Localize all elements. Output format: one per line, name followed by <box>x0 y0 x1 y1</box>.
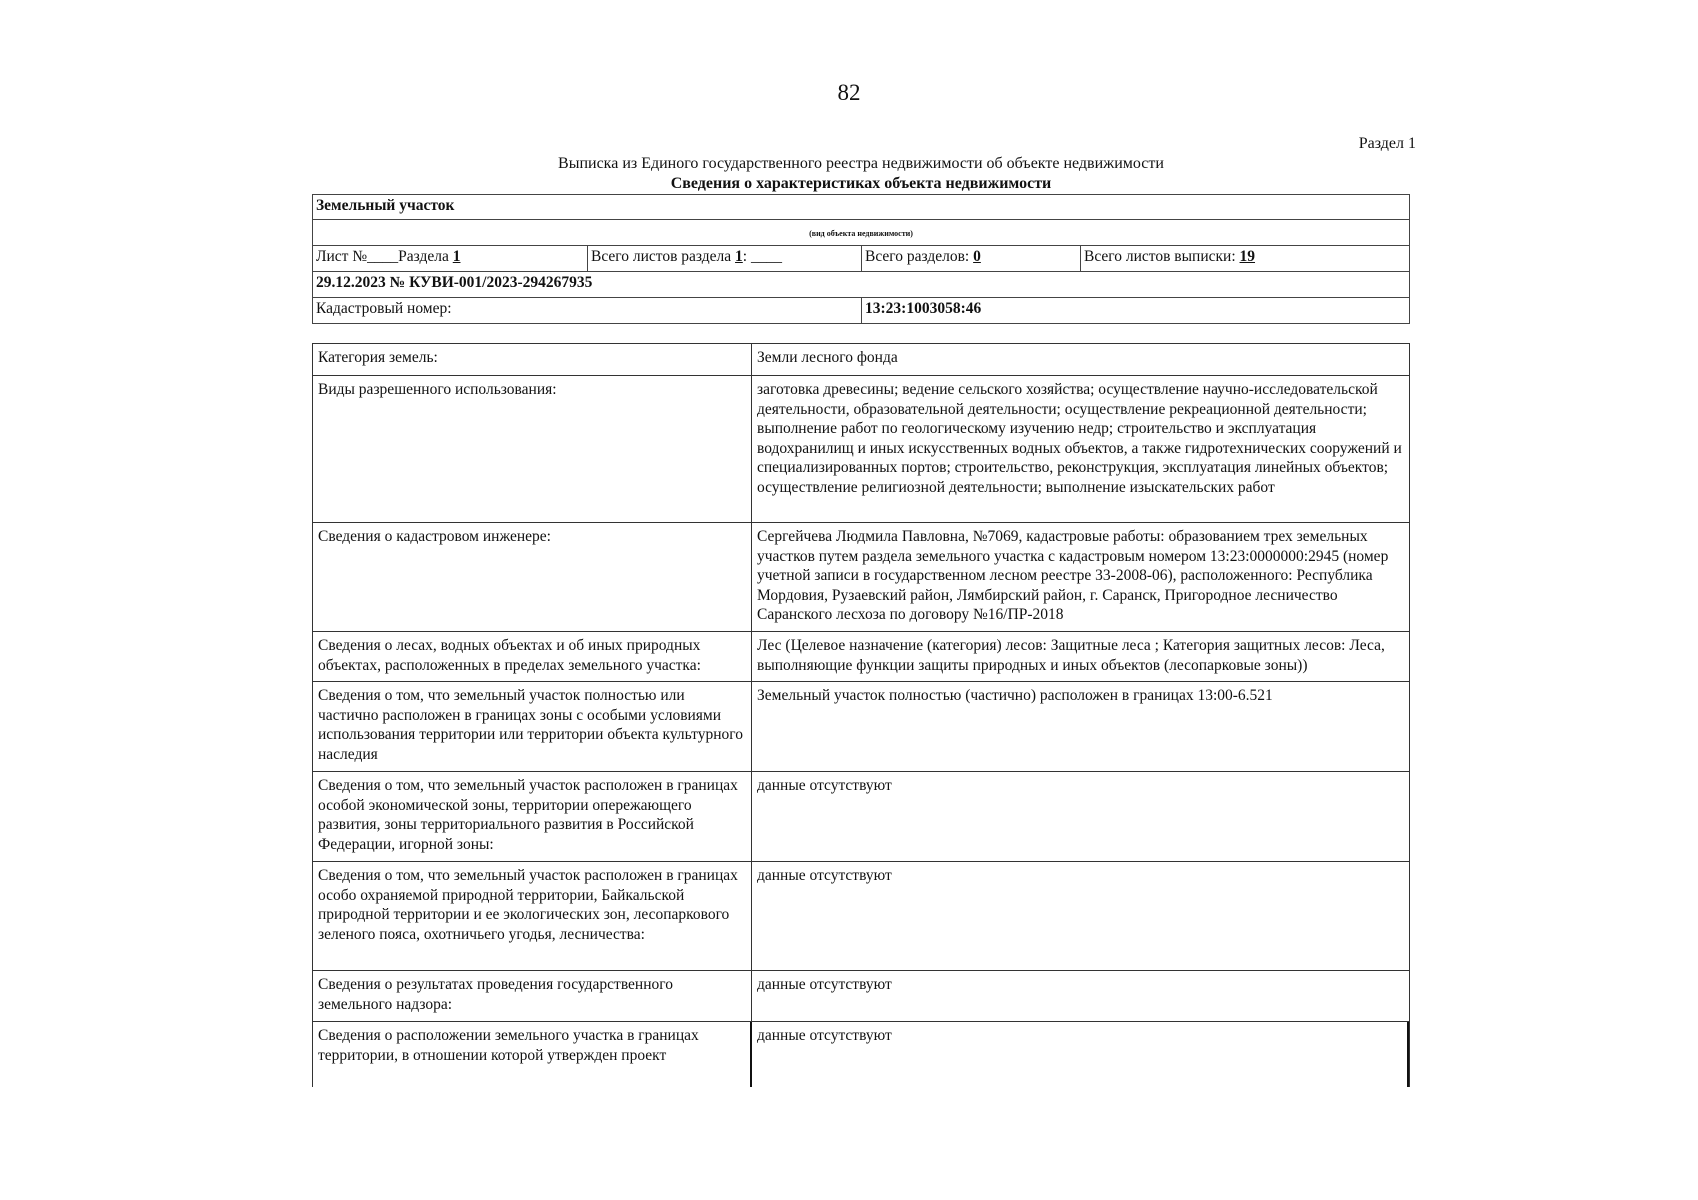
total-sheets-section-cell <box>587 246 861 271</box>
date-number-row <box>313 272 1409 298</box>
object-type-row <box>313 195 1409 220</box>
sheet-info-row <box>313 246 1409 272</box>
table-row <box>313 682 1409 772</box>
row-value: Земельный участок полностью (частично) расположен в границах 13:00-6.521 <box>757 687 1273 704</box>
cadastral-row <box>313 298 1409 323</box>
document-subtitle: Сведения о характеристиках объекта недвижимости <box>670 175 1052 192</box>
page-number: 82 <box>837 80 861 105</box>
total-sections-cell <box>861 246 1080 271</box>
row-value: Сергейчева Людмила Павловна, №7069, кадастровые работы: образованием трех земельных участков путем раздела земельного участка с кадастровым номером 13:23:0000000:2945 (номер учетной записи в государственном лесном реестре 33-2008-06), расположенного: Республика Мордовия, Рузаевский район, Лямбирский район, г. Саранск, Пригородное лесничество Саранского лесхоза по договору №16/ПР-2018 <box>757 528 1389 623</box>
sheet-number-cell <box>313 246 587 271</box>
row-value: Лес (Целевое назначение (категория) лесов: Защитные леса ; Категория защитных лесов: Леса, выполняющие функции защиты природных и иных объектов (лесопарковые зоны)) <box>757 637 1385 674</box>
header-table <box>312 194 1410 324</box>
row-value: данные отсутствуют <box>757 867 892 884</box>
total-sheets-extract-label: Всего листов выписки: <box>1084 248 1240 265</box>
row-label: Сведения о результатах проведения государственного земельного надзора: <box>313 971 752 1021</box>
cadastral-label: Кадастровый номер: <box>316 300 452 317</box>
table-row <box>313 862 1409 971</box>
table-row <box>313 971 1409 1022</box>
row-value: Земли лесного фонда <box>757 349 898 366</box>
object-type-caption-row <box>313 220 1409 246</box>
row-value: заготовка древесины; ведение сельского хозяйства; осуществление научно-исследовательской деятельности, образовательной деятельности; осуществление рекреационной деятельности; выполнение работ по геологическому изучению недр; строительство и эксплуатация водохранилищ и иных искусственных водных объектов, а также гидротехнических сооружений и специализированных портов; строительство, реконструкция, эксплуатация линейных объектов; осуществление религиозной деятельности; выполнение изыскательских работ <box>757 381 1402 496</box>
table-row <box>313 523 1409 632</box>
total-sheets-section-label: Всего листов раздела <box>591 248 736 265</box>
total-sections-value: 0 <box>973 248 981 265</box>
object-type: Земельный участок <box>316 197 455 214</box>
row-label: Сведения о расположении земельного участка в границах территории, в отношении которой утвержден проект <box>313 1022 752 1087</box>
row-value: данные отсутствуют <box>757 976 892 993</box>
characteristics-table <box>312 343 1410 1087</box>
sheet-label: Лист №____Раздела <box>316 248 453 265</box>
table-row <box>313 344 1409 376</box>
row-label: Категория земель: <box>313 344 752 375</box>
table-row <box>313 632 1409 682</box>
cadastral-value: 13:23:1003058:46 <box>861 298 1409 323</box>
sheet-section-value: 1 <box>452 248 461 265</box>
row-label: Сведения о том, что земельный участок полностью или частично расположен в границах зоны с особыми условиями использования территории или территории объекта культурного наследия <box>313 682 752 771</box>
row-label: Сведения о том, что земельный участок расположен в границах особой экономической зоны, территории опережающего развития, зоны территориального развития в Российской Федерации, игорной зоны: <box>313 772 752 861</box>
row-label: Виды разрешенного использования: <box>313 376 752 522</box>
row-label: Сведения о том, что земельный участок расположен в границах особо охраняемой природной территории, Байкальской природной территории и ее экологических зон, лесопаркового зеленого пояса, охотничьего угодья, лесничества: <box>313 862 752 970</box>
document-title: Выписка из Единого государственного реестра недвижимости об объекте недвижимости <box>558 155 1164 172</box>
date-number: 29.12.2023 № КУВИ-001/2023-294267935 <box>316 274 593 291</box>
total-sections-label: Всего разделов: <box>865 248 974 265</box>
row-value: данные отсутствуют <box>757 777 892 794</box>
section-label: Раздел 1 <box>1358 135 1416 152</box>
row-value: данные отсутствуют <box>752 1022 1409 1087</box>
table-row <box>313 376 1409 523</box>
row-label: Сведения о кадастровом инженере: <box>313 523 752 631</box>
total-sheets-section-suffix: : ____ <box>742 248 782 265</box>
table-row <box>313 772 1409 862</box>
total-sheets-section-value: 1 <box>735 248 743 265</box>
row-label: Сведения о лесах, водных объектах и об иных природных объектах, расположенных в пределах земельного участка: <box>313 632 752 681</box>
total-sheets-extract-cell <box>1080 246 1409 271</box>
total-sheets-extract-value: 19 <box>1239 248 1256 265</box>
object-type-caption: (вид объекта недвижимости) <box>809 229 913 238</box>
table-row <box>313 1022 1409 1087</box>
